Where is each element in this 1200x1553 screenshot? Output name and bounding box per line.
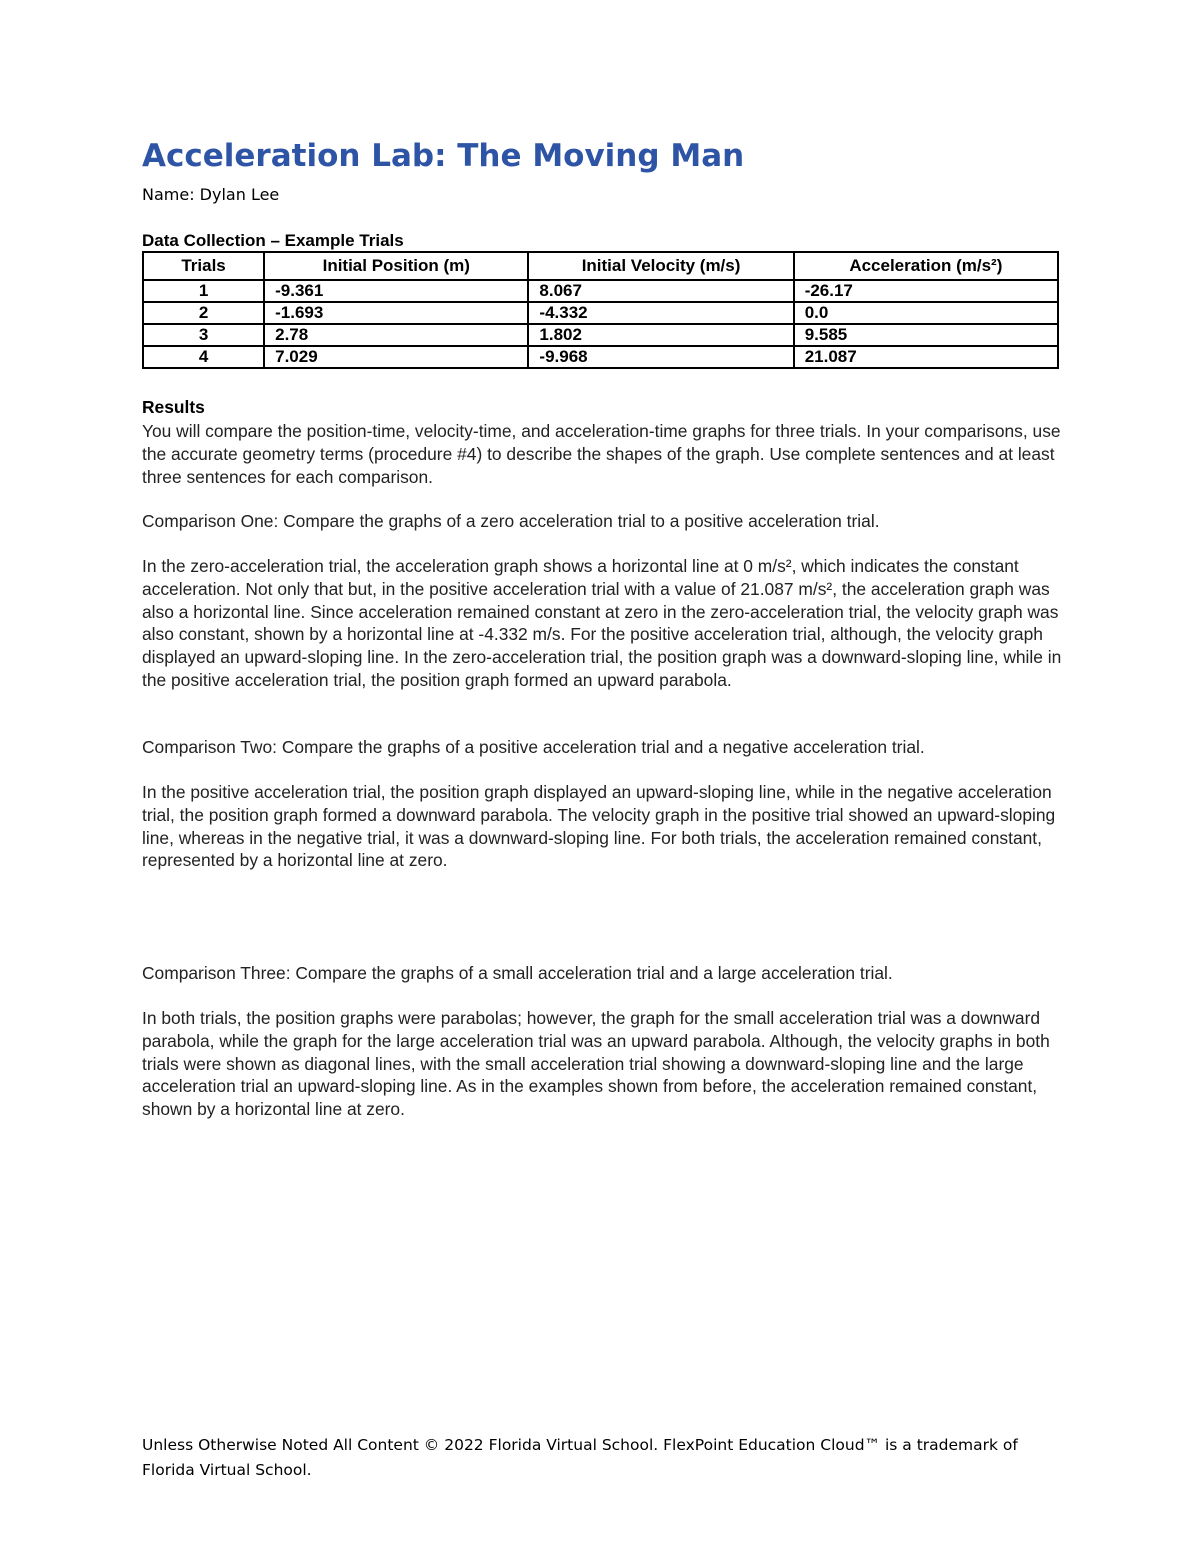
initial-position-cell: -9.361 — [264, 280, 528, 302]
initial-position-cell: -1.693 — [264, 302, 528, 324]
comparison-three-answer: In both trials, the position graphs were parabolas; however, the graph for the small acceleration trial was a downward parabola, while the graph for the large acceleration trial was an upward parabola. Although, the velocity graphs in both trials were shown as diagonal lines, with the small acceleration trial showing a downward-sloping line and the large acceleration trial an upward-sloping line. As in the examples shown from before, the acceleration remained constant, shown by a horizontal line at zero. — [142, 1008, 1050, 1120]
initial-velocity-cell: 1.802 — [528, 324, 793, 346]
comparison-two-prompt: Comparison Two: Compare the graphs of a positive acceleration trial and a negative acceleration trial. — [142, 737, 925, 757]
trial-number: 2 — [143, 302, 264, 324]
table-caption: Data Collection – Example Trials — [142, 231, 404, 250]
acceleration-cell: 21.087 — [794, 346, 1058, 368]
acceleration-cell: 0.0 — [794, 302, 1058, 324]
initial-velocity-cell: 8.067 — [528, 280, 793, 302]
initial-velocity-cell: -9.968 — [528, 346, 793, 368]
header-initial-position: Initial Position (m) — [264, 252, 528, 280]
initial-velocity-cell: -4.332 — [528, 302, 793, 324]
initial-position-cell: 2.78 — [264, 324, 528, 346]
comparison-two-answer: In the positive acceleration trial, the position graph displayed an upward-sloping line, while in the negative acceleration trial, the position graph formed a downward parabola. The velocity graph in the positive trial showed an upward-sloping line, whereas in the negative trial, it was a downward-sloping line. For both trials, the acceleration remained constant, represented by a horizontal line at zero. — [142, 782, 1056, 871]
table-row — [143, 302, 1058, 324]
header-initial-velocity: Initial Velocity (m/s) — [528, 252, 793, 280]
trials-table — [142, 251, 1059, 369]
header-acceleration: Acceleration (m/s²) — [794, 252, 1058, 280]
comparison-one-answer: In the zero-acceleration trial, the acceleration graph shows a horizontal line at 0 m/s², which indicates the constant acceleration. Not only that but, in the positive acceleration trial with a value of 21.087 m/s², the acceleration graph was also a horizontal line. Since acceleration remained constant at zero in the zero-acceleration trial, the velocity graph was also constant, shown by a horizontal line at -4.332 m/s. For the positive acceleration trial, although, the velocity graph displayed an upward-sloping line. In the zero-acceleration trial, the position graph was a downward-sloping line, while in the positive acceleration trial, the position graph formed an upward parabola. — [142, 556, 1062, 690]
acceleration-cell: -26.17 — [794, 280, 1058, 302]
student-name: Name: Dylan Lee — [142, 185, 280, 204]
comparison-one-prompt: Comparison One: Compare the graphs of a zero acceleration trial to a positive acceleration trial. — [142, 511, 880, 531]
table-row — [143, 324, 1058, 346]
results-heading: Results — [142, 397, 205, 417]
acceleration-cell: 9.585 — [794, 324, 1058, 346]
header-trials: Trials — [143, 252, 264, 280]
trial-number: 3 — [143, 324, 264, 346]
copyright-footer: Unless Otherwise Noted All Content © 2022 Florida Virtual School. FlexPoint Education Cloud™ is a trademark of Florida Virtual School. — [142, 1436, 1018, 1479]
comparison-three-prompt: Comparison Three: Compare the graphs of a small acceleration trial and a large acceleration trial. — [142, 963, 893, 983]
table-row — [143, 280, 1058, 302]
page-title: Acceleration Lab: The Moving Man — [142, 138, 745, 174]
trial-number: 4 — [143, 346, 264, 368]
trial-number: 1 — [143, 280, 264, 302]
results-instructions: You will compare the position-time, velocity-time, and acceleration-time graphs for three trials. In your comparisons, use the accurate geometry terms (procedure #4) to describe the shapes of the graph. Use complete sentences and at least three sentences for each comparison. — [142, 421, 1061, 487]
initial-position-cell: 7.029 — [264, 346, 528, 368]
table-header-row — [143, 252, 1058, 280]
table-row — [143, 346, 1058, 368]
